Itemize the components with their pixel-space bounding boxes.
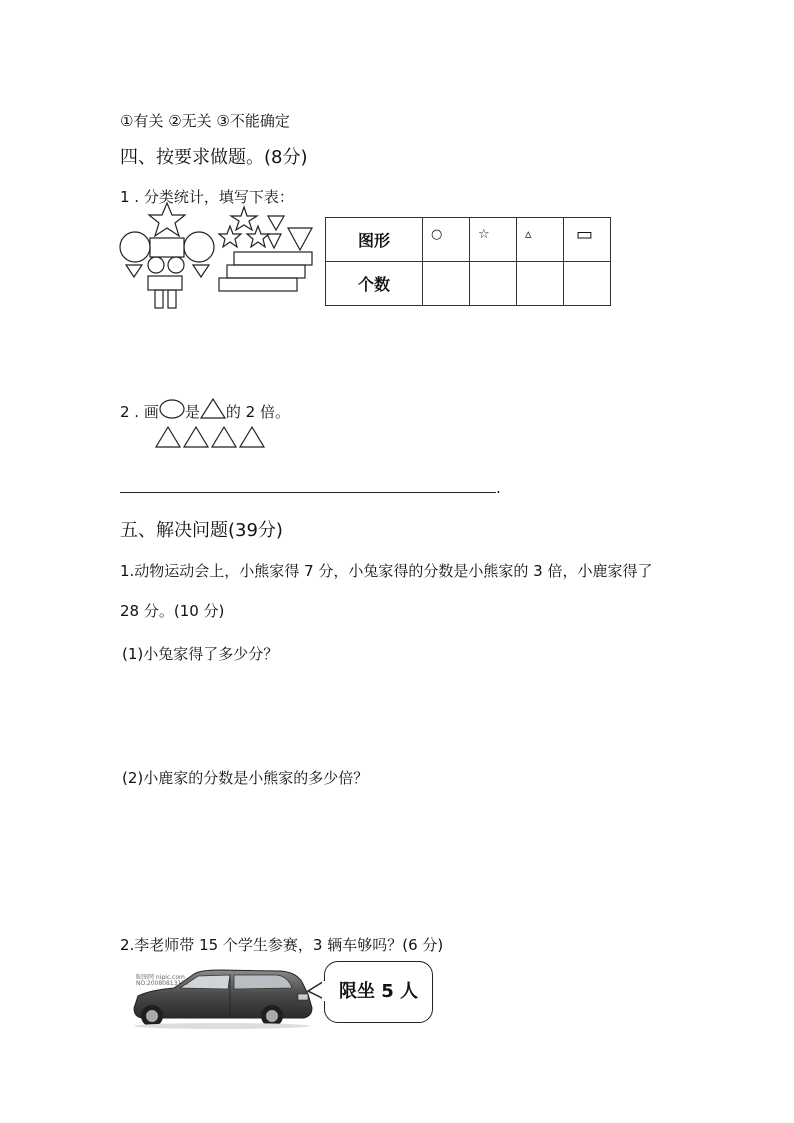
count-cell-rectangle[interactable] — [564, 262, 611, 306]
car-window-rear — [234, 975, 292, 989]
q1-instruction: 1 . 分类统计，填写下表： — [120, 188, 294, 206]
watermark-1: 昵图网 nipic.com — [136, 974, 185, 981]
robot-left-triangle — [126, 265, 142, 277]
rectangle-symbol: ▭ — [576, 224, 594, 245]
bubble-tail-cover — [322, 981, 328, 1001]
section5-title: 五、解决问题(39分) — [120, 520, 283, 541]
robot-hip-rect — [148, 276, 182, 290]
robot-left-small-circle — [148, 257, 164, 273]
answer-line-dot: . — [496, 479, 501, 497]
robot-right-triangle — [193, 265, 209, 277]
choice-options: ①有关 ②无关 ③不能确定 — [120, 112, 290, 130]
q2-suffix: 的 2 倍。 — [225, 403, 290, 421]
section4-title: 四、按要求做题。(8分) — [120, 147, 308, 168]
triangle-4 — [240, 427, 264, 447]
triangle-3 — [212, 427, 236, 447]
s5-q1-sub2: (2)小鹿家的分数是小熊家的多少倍？ — [122, 769, 369, 787]
s5-q1-line2: 28 分。(10 分) — [120, 602, 225, 620]
table-label-count: 个数 — [326, 262, 423, 306]
table-row — [326, 262, 611, 306]
triangle-icon — [200, 398, 226, 420]
s5-q1-line1: 1.动物运动会上，小熊家得 7 分，小兔家得的分数是小熊家的 3 倍，小鹿家得了 — [120, 562, 653, 580]
table-cell-circle — [423, 218, 470, 262]
robot-right-leg — [168, 290, 176, 308]
triangle-2 — [184, 427, 208, 447]
s5-q2-text: 2.李老师带 15 个学生参赛，3 辆车够吗？(6 分) — [120, 936, 444, 954]
robot-left-leg — [155, 290, 163, 308]
stats-table — [325, 217, 611, 306]
watermark-2: NO.20080813120 — [136, 980, 189, 987]
table-cell-rectangle — [564, 218, 611, 262]
oval-icon — [159, 400, 185, 420]
robot-left-circle — [120, 232, 150, 262]
count-cell-star[interactable] — [470, 262, 517, 306]
robot-right-small-circle — [168, 257, 184, 273]
cluster-triangle-small-top — [268, 216, 284, 230]
robot-right-circle — [184, 232, 214, 262]
table-row — [326, 218, 611, 262]
cluster-rect-1 — [234, 252, 312, 265]
count-cell-circle[interactable] — [423, 262, 470, 306]
cluster-star-top — [231, 207, 257, 230]
triangle-symbol: ▵ — [525, 227, 532, 242]
cluster-triangle-large — [288, 228, 312, 250]
q2-prefix: 2 . 画 — [120, 403, 159, 421]
answer-line[interactable] — [120, 492, 496, 493]
triangle-1 — [156, 427, 180, 447]
q2-middle: 是 — [184, 403, 200, 421]
cluster-rect-3 — [219, 278, 297, 291]
star-symbol: ☆ — [478, 227, 490, 242]
robot-star — [149, 203, 185, 236]
seat-limit-bubble: 限坐 5 人 — [324, 961, 433, 1023]
shapes-figure — [116, 200, 316, 312]
circle-symbol: ○ — [431, 227, 443, 242]
cluster-triangle-small — [267, 234, 281, 248]
q2-line — [120, 398, 290, 422]
table-label-shape: 图形 — [326, 218, 423, 262]
table-cell-star — [470, 218, 517, 262]
table-cell-triangle — [517, 218, 564, 262]
four-triangles — [155, 426, 267, 448]
cluster-rect-2 — [227, 265, 305, 278]
count-cell-triangle[interactable] — [517, 262, 564, 306]
robot-body-rect — [150, 238, 184, 257]
s5-q1-sub1: (1)小兔家得了多少分？ — [122, 645, 279, 663]
